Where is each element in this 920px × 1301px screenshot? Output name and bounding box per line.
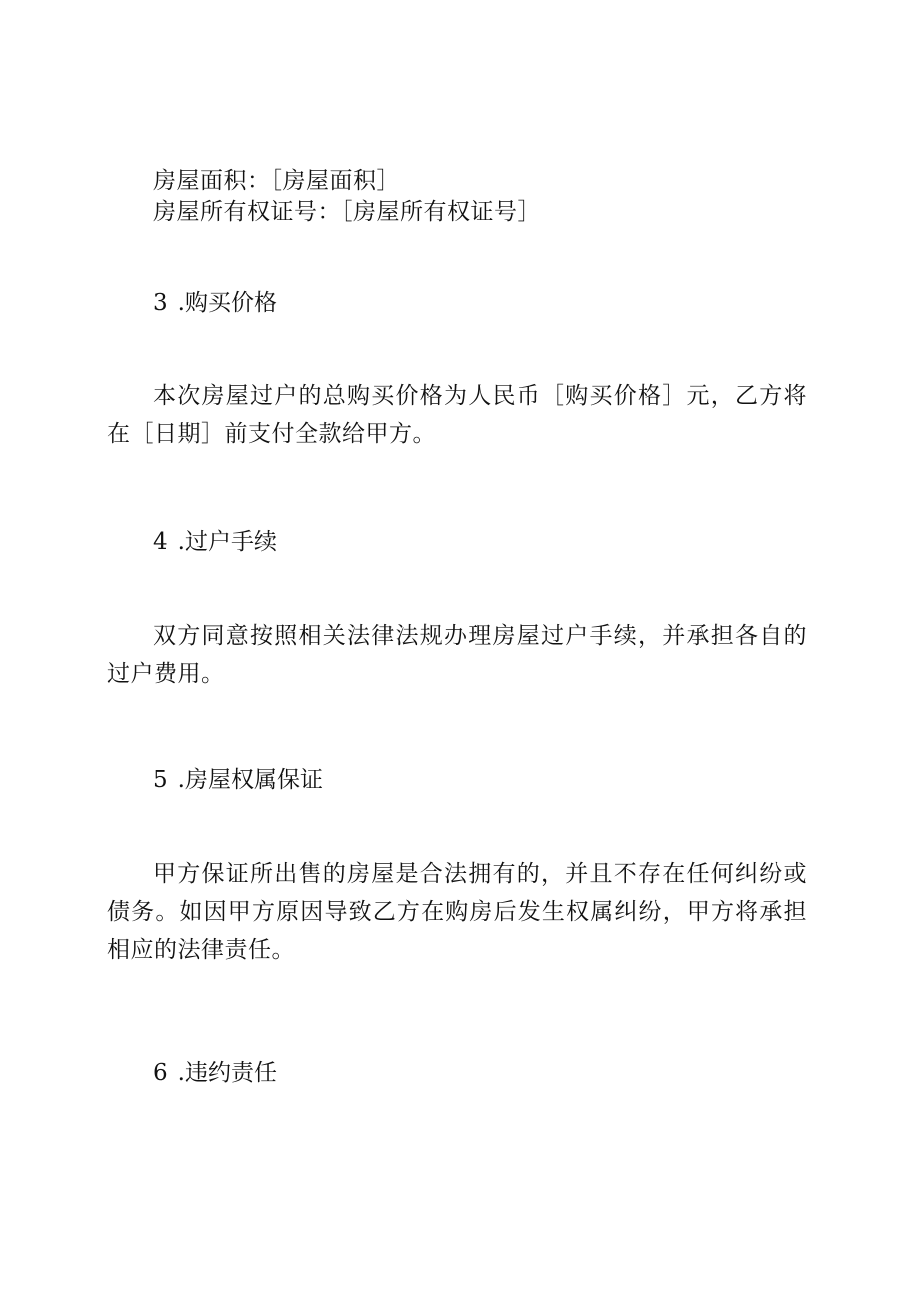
section-title: .购买价格	[177, 290, 277, 316]
section-body-4: 双方同意按照相关法律法规办理房屋过户手续，并承担各自的过户费用。	[107, 623, 807, 687]
section-heading-6	[153, 1058, 277, 1088]
section-number: 4	[153, 529, 168, 555]
property-area-line: 房屋面积：［房屋面积］	[153, 168, 400, 194]
section-title: .过户手续	[177, 529, 277, 555]
section-number: 6	[153, 1060, 168, 1086]
section-heading-3	[153, 288, 277, 318]
section-body-3: 本次房屋过户的总购买价格为人民币［购买价格］元，乙方将在［日期］前支付全款给甲方。	[107, 383, 807, 447]
property-certificate-line: 房屋所有权证号：［房屋所有权证号］	[153, 199, 541, 225]
section-number: 3	[153, 290, 168, 316]
section-heading-5	[153, 765, 323, 795]
section-title: .房屋权属保证	[177, 767, 323, 793]
section-heading-4	[153, 527, 277, 557]
section-number: 5	[153, 767, 168, 793]
section-body-5: 甲方保证所出售的房屋是合法拥有的，并且不存在任何纠纷或债务。如因甲方原因导致乙方在购房后发生权属纠纷，甲方将承担相应的法律责任。	[107, 861, 807, 963]
section-title: .违约责任	[177, 1060, 277, 1086]
